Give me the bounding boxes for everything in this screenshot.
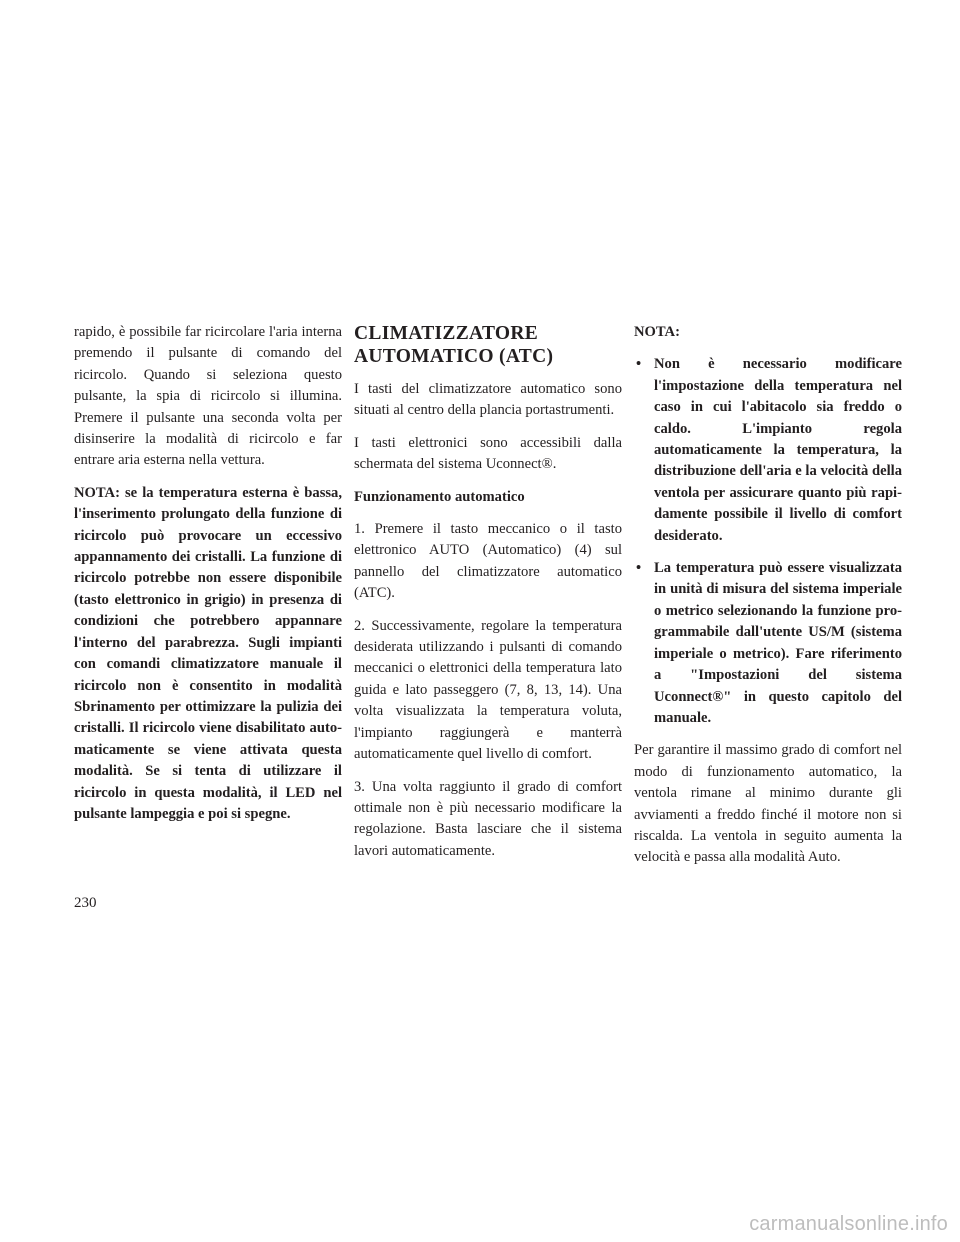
text-column-3 <box>634 322 902 880</box>
list-item <box>634 354 902 547</box>
step-2: 2. Successivamente, regolare la temperatura desiderata utilizzando i pulsanti di comando meccanici o elettronici della temperatura lato guida e lato passeggero (7, 8, 13, 14). Una volta visualizzata la temperatura voluta, l'impianto raggiungerà e manterrà automaticamente quel livello di comfort. <box>354 617 622 763</box>
step-1: 1. Premere il tasto meccanico o il tasto elettronico AUTO (Automatico) (4) sul pannello del climatizzatore automatico (ATC). <box>354 521 622 602</box>
paragraph-atc-location: I tasti del climatizzatore automatico sono situati al centro della plancia portastrumenti. <box>354 381 622 419</box>
note-label: NOTA: <box>634 324 680 340</box>
bullet-icon: • <box>636 560 642 577</box>
list-item <box>634 558 902 729</box>
text-column-1 <box>74 322 342 836</box>
note-bullet-list <box>634 354 902 729</box>
note-recirculation: NOTA: se la temperatura esterna è bassa, l'inserimento prolungato della funzione di ricircolo può provocare un eccessivo appannamento dei cristalli. La funzione di ricircolo potrebbe non essere disponibile (tasto elettronico in grigio) in presenza di condizioni che potrebbero appannare l'interno del parabrezza. Sugli impianti con comandi climatizzatore manuale il ricircolo non è consentito in modalità Sbrinamento per ottimizzare la pulizia dei cristalli. Il ricircolo viene disabilitato automaticamente se viene attivata questa modalità. Se si tenta di utilizzare il ricircolo in questa modalità, il LED nel pulsante lampeggia e poi si spegne. <box>74 484 342 822</box>
subheading-automatic-operation: Funzionamento automatico <box>354 488 525 505</box>
bullet-text-1: Non è necessario modificare l'impostazione della temperatura nel caso in cui l'abitacolo sia freddo o caldo. L'impianto regola automaticamente la temperatura, la distribuzione dell'aria e la velocità della ventola per assicurare quanto più rapidamente possibile il livello di comfort desiderato. <box>654 356 902 544</box>
paragraph-soft-keys: I tasti elettronici sono accessibili dalla schermata del sistema Uconnect®. <box>354 434 622 473</box>
text-column-2 <box>354 322 622 873</box>
bullet-text-2: La temperatura può essere visualizzata in unità di misura del sistema imperiale o metrico selezionando la funzione programmabile dall'utente US/M (sistema imperiale o metrico). Fare riferimento a "Impostazioni del sistema Uconnect®" in questo capitolo del manuale. <box>654 560 902 726</box>
paragraph-recirculation: rapido, è possibile far ricircolare l'aria interna premendo il pulsante di comando del ricircolo. Quando si seleziona questo pulsante, la spia di ricircolo si illumina. Premere il pulsante una seconda volta per disinserire la modalità di ricircolo e far entrare aria esterna nella vettura. <box>74 324 342 469</box>
page-number: 230 <box>74 895 97 911</box>
paragraph-comfort: Per garantire il massimo grado di comfort nel modo di funzionamento automatico, la ventola rimane al minimo durante gli avviamenti a freddo finché il motore non si riscalda. La ventola in seguito aumenta la velocità e passa alla modalità Auto. <box>634 742 902 866</box>
section-heading <box>354 322 622 368</box>
step-3: 3. Una volta raggiunto il grado di comfort ottimale non è più necessario modificare la regolazione. Basta lasciare che il sistema lavori automaticamente. <box>354 778 622 859</box>
section-heading-line-1: CLIMATIZZATORE <box>354 323 539 344</box>
section-heading-line-2: AUTOMATICO (ATC) <box>354 346 554 367</box>
bullet-icon: • <box>636 356 642 373</box>
watermark-text: carmanualsonline.info <box>749 1213 948 1235</box>
